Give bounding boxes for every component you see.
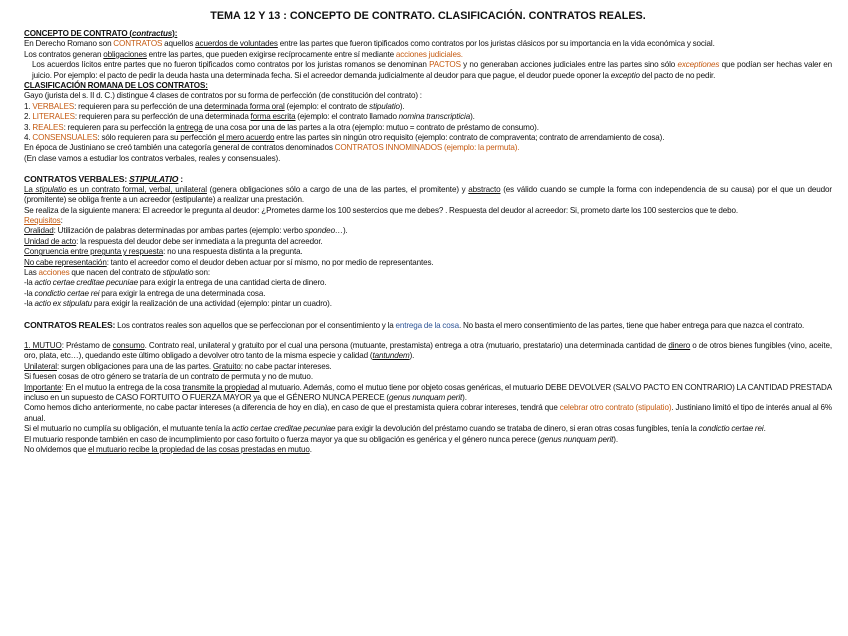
classification-heading: CLASIFICACIÓN ROMANA DE LOS CONTRATOS: bbox=[24, 81, 208, 91]
verbal-paragraph-1: La stipulatio es un contrato formal, verbal, unilateral (genera obligaciones sólo a cargo de una de las partes, el promitente) y abstracto (es válido cuando se cumple la forma con independencia de su causa) por el que un deudor (promitente) se obliga frente a un acreedor (estipulante) a realizar una prestación. bbox=[24, 184, 833, 205]
concept-paragraph-3: Los acuerdos lícitos entre partes que no fueron tipificados como contratos por los juristas romanos se denominan PACTOS y no generaban acciones judiciales entre las partes sino sólo exceptiones que podían ser hechas valer en juicio. Por ejemplo: el pacto de pedir la deuda hasta una determinada fecha. Si el acreedor demanda judicialmente al deudor para que pague, el deudor puede oponer la exceptio del pacto de no pedir. bbox=[32, 60, 832, 80]
concept-heading: CONCEPTO DE CONTRATO (contractus): bbox=[24, 29, 178, 38]
mutuo-interest: Como hemos dicho anteriormente, no cabe pactar intereses (a diferencia de hoy en día), en caso de que el prestamista quiera cobrar intereses, tendrá que celebrar otro contrato (stipulatio). Justiniano limitó el tipo de interés anual al 6% anual. bbox=[24, 403, 832, 423]
verbal-paragraph-2: Se realiza de la siguiente manera: El acreedor le pregunta al deudor: ¿Prometes darme los 100 sestercios que me debes? . Respuesta del deudor al acreedor: Si, prometo darte los 100 sestercios que te debo. bbox=[24, 205, 738, 215]
concept-paragraph-1: En Derecho Romano son CONTRATOS aquellos acuerdos de voluntades entre las partes que fueron tipificados como contratos por los juristas clásicos por su importancia en la vida económica y social. bbox=[24, 39, 715, 49]
classification-item-3: 3. REALES: requieren para su perfección la entrega de una cosa por una de las partes a la otra (ejemplo: mutuo = contrato de préstamo de consumo). bbox=[24, 122, 539, 132]
mutuo-paragraph: 1. MUTUO: Préstamo de consumo. Contrato real, unilateral y gratuito por el cual una persona (mutuante, prestamista) entrega a otra (mutuario, prestatario) una determinada cantidad de dinero o de otros bienes fungibles (vino, aceite, oro, plata, etc…), quedando este último obligado a devolver otro tanto de la misma especie y calidad (tantundem). bbox=[24, 340, 832, 361]
page-title: TEMA 12 Y 13 : CONCEPTO DE CONTRATO. CLASIFICACIÓN. CONTRATOS REALES. bbox=[210, 10, 646, 22]
requirement-1: Oralidad: Utilización de palabras determinadas por ambas partes (ejemplo: verbo spondeo…). bbox=[24, 226, 348, 236]
requirements-heading: Requisitos: bbox=[24, 215, 63, 225]
action-3: -la actio ex stipulatu para exigir la realización de una actividad (ejemplo: pintar un cuadro). bbox=[24, 299, 332, 309]
concept-paragraph-2: Los contratos generan obligaciones entre las partes, que pueden exigirse recíprocamente entre sí mediante acciones judiciales. bbox=[24, 49, 463, 59]
mutuo-reminder: No olvidemos que el mutuario recibe la propiedad de las cosas prestadas en mutuo. bbox=[24, 445, 312, 455]
requirement-2: Unidad de acto: la respuesta del deudor debe ser inmediata a la pregunta del acreedor. bbox=[24, 236, 323, 246]
mutuo-breach: Si el mutuario no cumplía su obligación, el mutuante tenía la actio certae creditae pecuniae para exigir la devolución del préstamo cuando se trataba de dinero, si eran otras cosas fungibles, tenía la condictio certae rei. bbox=[24, 424, 766, 434]
verbal-heading: CONTRATOS VERBALES: STIPULATIO : bbox=[24, 174, 184, 185]
classification-note: (En clase vamos a estudiar los contratos verbales, reales y consensuales). bbox=[24, 153, 281, 163]
action-2: -la condictio certae rei para exigir la entrega de una determinada cosa. bbox=[24, 288, 266, 298]
mutuo-unilateral: Unilateral: surgen obligaciones para una de las partes. Gratuito: no cabe pactar intereses. bbox=[24, 361, 332, 371]
action-1: -la actio certae creditae pecuniae para exigir la entrega de una cantidad cierta de dinero. bbox=[24, 278, 327, 288]
real-contracts-paragraph: CONTRATOS REALES: Los contratos reales son aquellos que se perfeccionan por el consentimiento y la entrega de la cosa. No basta el mero consentimiento de las partes, tiene que haber entrega para que nazca el contrato. bbox=[24, 319, 805, 330]
requirement-4: No cabe representación: tanto el acreedor como el deudor deben actuar por sí mismo, no por medio de representantes. bbox=[24, 257, 434, 267]
actions-intro: Las acciones que nacen del contrato de stipulatio son: bbox=[24, 267, 210, 277]
mutuo-important: Importante: En el mutuo la entrega de la cosa transmite la propiedad al mutuario. Además, como el mutuo tiene por objeto cosas genéricas, el mutuario DEBE DEVOLVER (SALVO PACTO EN CONTRARIO) LA CANTIDAD PRESTADA incluso en un supuesto de CASO FORTUITO O FUERZA MAYOR ya que el GÉNERO NUNCA PERECE (genus nunquam perit). bbox=[24, 382, 832, 402]
requirement-3: Congruencia entre pregunta y respuesta: no una respuesta distinta a la pregunta. bbox=[24, 247, 303, 257]
mutuo-liability: El mutuario responde también en caso de incumplimiento por caso fortuito o fuerza mayor ya que su obligación es genérica y el género nunca perece (genus nunquam perit). bbox=[24, 434, 618, 444]
classification-justinian: En época de Justiniano se creó también una categoría general de contratos denominados CONTRATOS INNOMINADOS (ejemplo: la permuta). bbox=[24, 143, 520, 153]
classification-item-2: 2. LITERALES: requieren para su perfección de una determinada forma escrita (ejemplo: el contrato llamado nomina transcripticia). bbox=[24, 112, 475, 122]
classification-item-4: 4. CONSENSUALES: sólo requieren para su perfección el mero acuerdo entre las partes sin ningún otro requisito (ejemplo: contrato de compraventa; contrato de arrendamiento de cosa). bbox=[24, 133, 665, 143]
classification-item-1: 1. VERBALES: requieren para su perfección de una determinada forma oral (ejemplo: el contrato de stipulatio). bbox=[24, 101, 405, 111]
classification-intro: Gayo (jurista del s. II d. C.) distingue 4 clases de contratos por su forma de perfección (de constitución del contrato) : bbox=[24, 91, 422, 101]
mutuo-genre-note: Si fuesen cosas de otro género se trataría de un contrato de permuta y no de mutuo. bbox=[24, 372, 313, 382]
